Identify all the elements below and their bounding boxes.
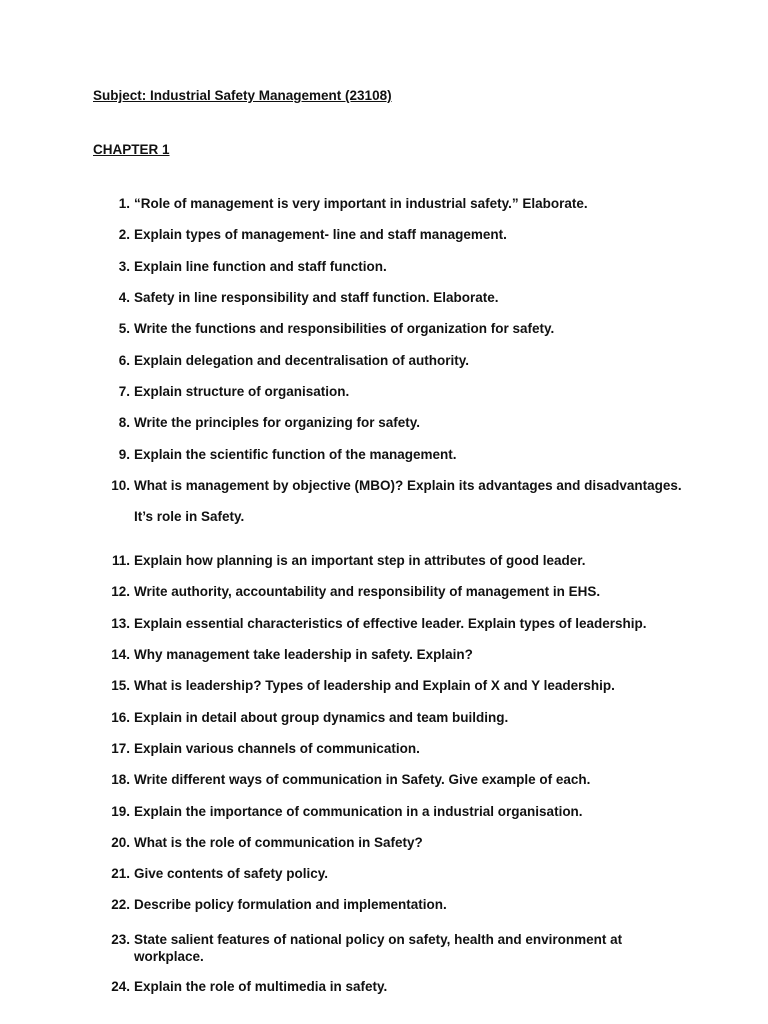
question-text: Explain the importance of communication in a industrial organisation. [134, 804, 583, 819]
question-text: “Role of management is very important in industrial safety.” Elaborate. [134, 196, 588, 211]
question-text: Explain types of management- line and staff management. [134, 227, 507, 242]
question-text: Write authority, accountability and responsibility of management in EHS. [134, 584, 601, 599]
question-number: 17. [111, 741, 130, 756]
question-number: 16. [111, 710, 130, 725]
question-10-continuation: It’s role in Safety. [134, 509, 245, 524]
question-number: 3. [118, 259, 130, 274]
question-number: 7. [118, 384, 130, 399]
question-text: What is management by objective (MBO)? Explain its advantages and disadvantages. [134, 478, 682, 493]
question-number: 2. [118, 227, 130, 242]
question-text: Write the functions and responsibilities of organization for safety. [134, 321, 555, 336]
question-number: 13. [111, 616, 130, 631]
question-number: 8. [118, 415, 130, 430]
question-text: Describe policy formulation and implementation. [134, 897, 447, 912]
question-text: Write different ways of communication in Safety. Give example of each. [134, 772, 591, 787]
question-number: 20. [111, 835, 130, 850]
question-text: Explain the role of multimedia in safety. [134, 979, 388, 994]
question-text: What is the role of communication in Safety? [134, 835, 423, 850]
question-text: What is leadership? Types of leadership and Explain of X and Y leadership. [134, 678, 615, 693]
question-number: 22. [111, 897, 130, 912]
question-text: Write the principles for organizing for safety. [134, 415, 421, 430]
question-number: 19. [111, 804, 130, 819]
question-number: 11. [111, 553, 130, 568]
question-number: 18. [111, 772, 130, 787]
question-text: State salient features of national policy on safety, health and environment at workplace. [134, 932, 623, 964]
question-text: Explain structure of organisation. [134, 384, 350, 399]
subject-heading: Subject: Industrial Safety Management (23108) [93, 88, 392, 103]
question-number: 1. [118, 196, 130, 211]
question-number: 14. [111, 647, 130, 662]
question-number: 21. [111, 866, 130, 881]
question-number: 4. [118, 290, 130, 305]
question-text: Explain various channels of communication. [134, 741, 420, 756]
question-text: Explain how planning is an important step in attributes of good leader. [134, 553, 586, 568]
question-text: Explain the scientific function of the management. [134, 447, 457, 462]
question-number: 24. [111, 979, 130, 994]
question-number: 6. [118, 353, 130, 368]
question-number: 5. [118, 321, 130, 336]
question-text: Explain essential characteristics of effective leader. Explain types of leadership. [134, 616, 647, 631]
question-number: 23. [111, 932, 130, 947]
question-text: Safety in line responsibility and staff function. Elaborate. [134, 290, 499, 305]
question-number: 9. [118, 447, 130, 462]
chapter-heading: CHAPTER 1 [93, 142, 170, 157]
question-number: 12. [111, 584, 130, 599]
question-text: Explain in detail about group dynamics and team building. [134, 710, 509, 725]
question-number: 10. [111, 478, 130, 493]
question-text: Give contents of safety policy. [134, 866, 329, 881]
question-text: Why management take leadership in safety. Explain? [134, 647, 473, 662]
question-text: Explain delegation and decentralisation of authority. [134, 353, 470, 368]
question-number: 15. [111, 678, 130, 693]
question-text: Explain line function and staff function. [134, 259, 387, 274]
